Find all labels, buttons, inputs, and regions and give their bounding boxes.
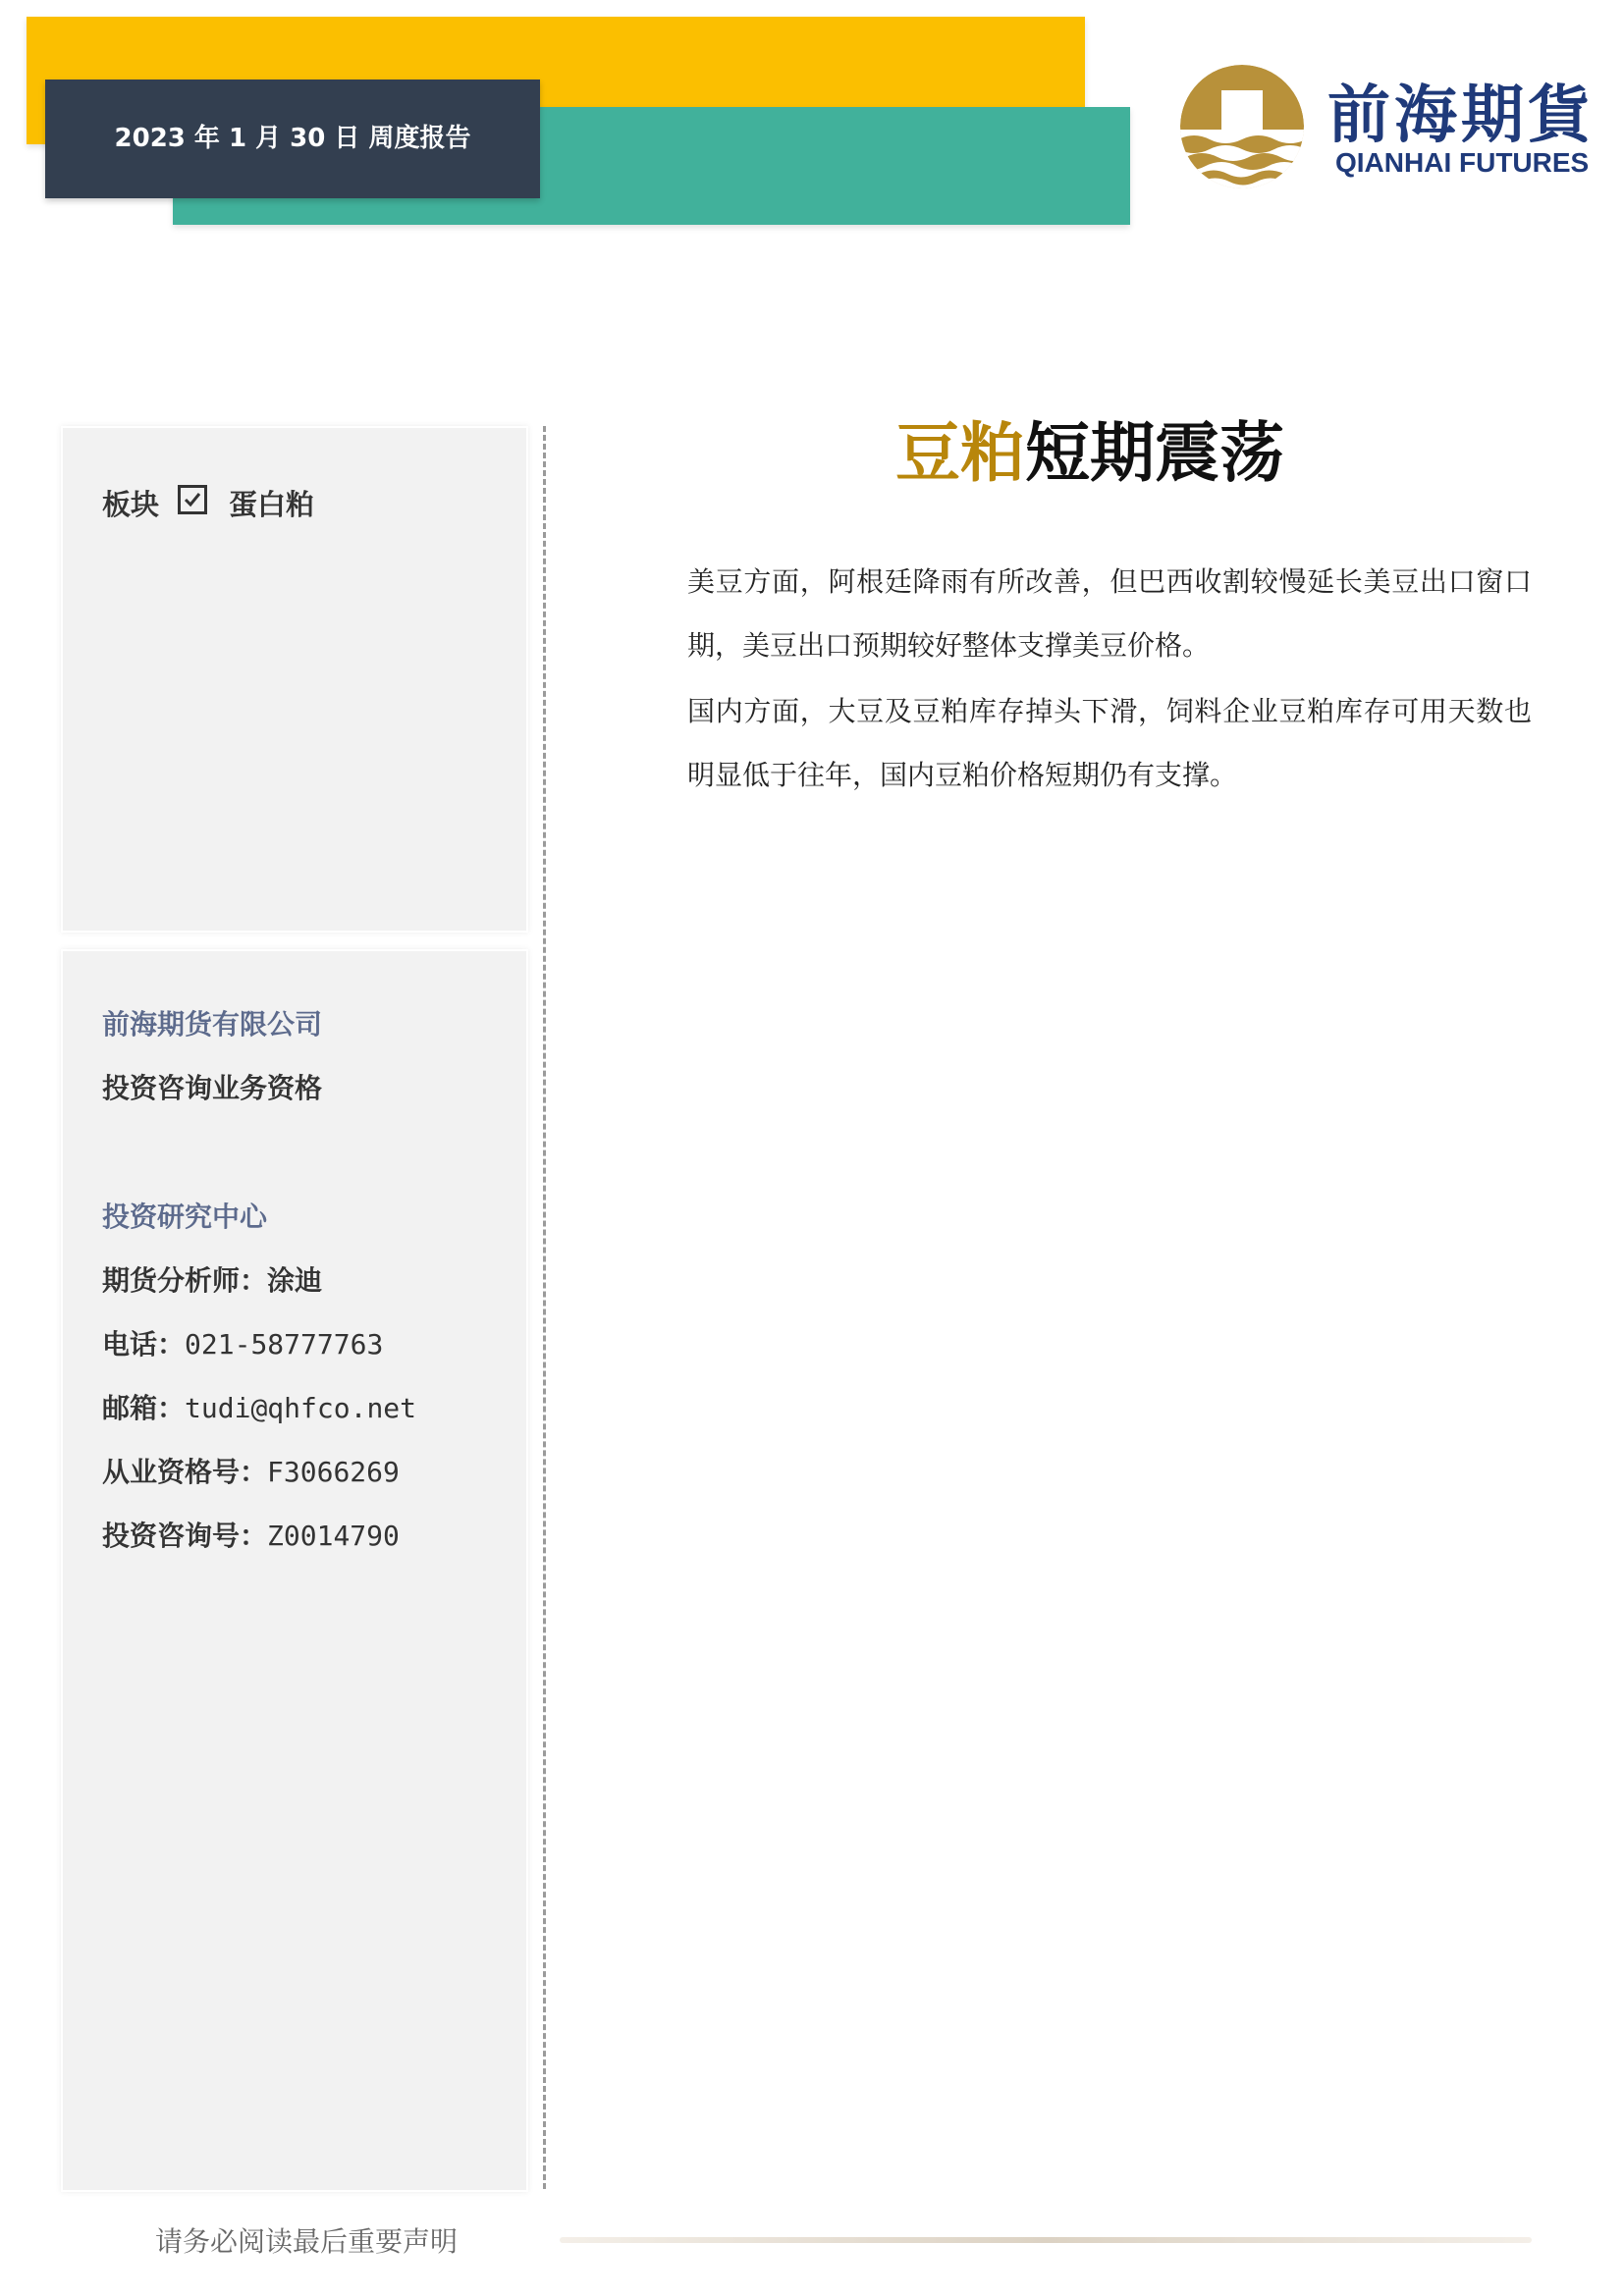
title-rest: 短期震荡 (1025, 415, 1284, 491)
company-logo-en: QIANHAI FUTURES (1335, 147, 1590, 178)
disclaimer-note: 请务必阅读最后重要声明 (155, 2225, 459, 2258)
research-dept: 投资研究中心 (102, 1201, 268, 1233)
phone-line (102, 1323, 383, 1362)
article-paragraph: 美豆方面，阿根廷降雨有所改善，但巴西收割较慢延长美豆出口窗口期，美豆出口预期较好整体支撑美豆价格。 (687, 565, 1532, 662)
consult-label: 投资咨询号： (102, 1520, 268, 1552)
article-title (550, 400, 1624, 494)
consult-number: Z0014790 (267, 1520, 400, 1552)
phone-label: 电话： (102, 1328, 186, 1361)
column-divider (543, 426, 546, 2189)
analyst-name: 涂迪 (267, 1264, 323, 1297)
company-name: 前海期货有限公司 (102, 1008, 323, 1041)
consult-line (102, 1515, 400, 1554)
article-paragraph: 国内方面，大豆及豆粕库存掉头下滑，饲料企业豆粕库存可用天数也明显低于往年，国内豆粕价格短期仍有支撑。 (687, 695, 1532, 791)
footer-divider (560, 2237, 1532, 2243)
checkbox-checked-icon (178, 485, 207, 514)
company-logo-cn: 前海期貨 (1327, 79, 1595, 152)
license-line (102, 1451, 400, 1490)
qualification: 投资咨询业务资格 (102, 1072, 323, 1104)
analyst-label: 期货分析师： (102, 1264, 268, 1297)
license-number: F3066269 (267, 1456, 400, 1488)
contact-panel (63, 951, 526, 2190)
sector-label: 板块 (102, 488, 160, 521)
sector-value: 蛋白粕 (229, 488, 315, 521)
title-highlight: 豆粕 (895, 415, 1025, 491)
email-line (102, 1387, 416, 1426)
report-date: 2023 年 1 月 30 日 周度报告 (114, 124, 471, 153)
analyst-line (102, 1259, 322, 1299)
company-logo-icon (1178, 63, 1306, 190)
license-label: 从业资格号： (102, 1456, 268, 1488)
email-address: tudi@qhfco.net (185, 1392, 417, 1424)
email-label: 邮箱： (102, 1392, 186, 1424)
phone-number: 021-58777763 (185, 1328, 384, 1361)
